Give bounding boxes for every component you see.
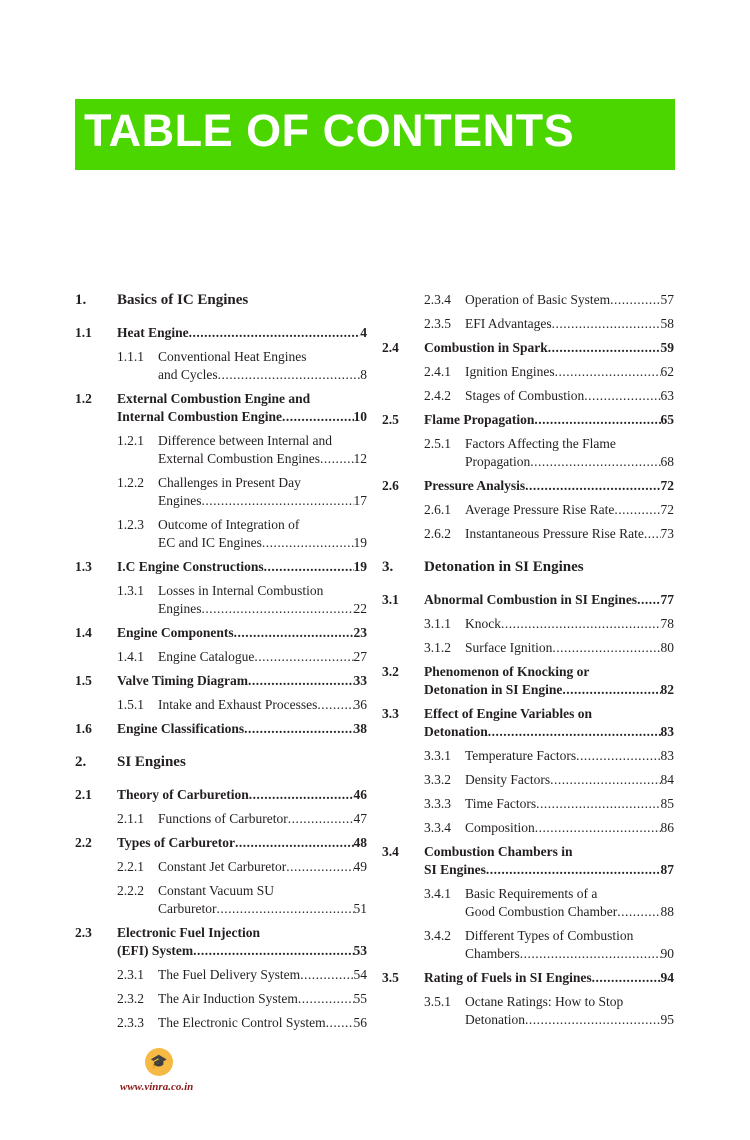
entry-number: 1.1 <box>75 325 92 340</box>
entry-number: 2.3.1 <box>117 967 144 982</box>
entry-title: Constant Jet Carburetor <box>158 859 287 874</box>
dot-leader <box>249 786 354 804</box>
toc-subsection[interactable] <box>75 810 367 828</box>
dot-leader <box>300 966 353 984</box>
entry-title: Knock <box>465 616 501 631</box>
entry-number: 2.4.1 <box>424 364 451 379</box>
entry-number: 1.2.1 <box>117 433 144 448</box>
page-number: 77 <box>660 592 674 607</box>
toc-subsection[interactable] <box>382 615 674 633</box>
entry-number: 1.2 <box>75 391 92 406</box>
entry-number: 2.3.5 <box>424 316 451 331</box>
dot-leader <box>576 747 660 765</box>
entry-title: Instantaneous Pressure Rise Rate <box>465 526 644 541</box>
toc-subsection[interactable] <box>382 819 674 837</box>
dot-leader <box>189 324 361 342</box>
entry-number: 3.4.1 <box>424 886 451 901</box>
entry-title: Chambers <box>465 946 520 961</box>
entry-title: Basics of IC Engines <box>117 292 249 308</box>
toc-section[interactable] <box>75 390 367 426</box>
entry-title: The Fuel Delivery System <box>158 967 301 982</box>
entry-number: 2.2.1 <box>117 859 144 874</box>
toc-section[interactable] <box>75 834 367 852</box>
entry-number: 2.3.2 <box>117 991 144 1006</box>
toc-section[interactable] <box>382 411 674 429</box>
page-number: 83 <box>660 748 674 763</box>
toc-section[interactable] <box>75 324 367 342</box>
page-number: 68 <box>660 454 674 469</box>
dot-leader <box>548 339 661 357</box>
entry-number: 3.3.1 <box>424 748 451 763</box>
entry-number: 1.2.2 <box>117 475 144 490</box>
entry-number: 2.2.2 <box>117 883 144 898</box>
entry-title: Combustion Chambers in <box>424 844 573 859</box>
toc-subsection[interactable] <box>382 501 674 519</box>
entry-number: 1.1.1 <box>117 349 144 364</box>
entry-number: 1. <box>75 292 87 308</box>
toc-subsection[interactable] <box>382 363 674 381</box>
page-number: 10 <box>353 409 367 424</box>
dot-leader <box>552 315 661 333</box>
entry-number: 2.3.3 <box>117 1015 144 1030</box>
entry-title: Internal Combustion Engine <box>117 409 283 424</box>
entry-number: 2.6.2 <box>424 526 451 541</box>
entry-number: 2.5.1 <box>424 436 451 451</box>
entry-title: SI Engines <box>424 862 486 877</box>
page-number: 62 <box>660 364 674 379</box>
entry-title: Difference between Internal and <box>158 433 333 448</box>
entry-title: (EFI) System <box>117 943 194 958</box>
page-number: 47 <box>353 811 367 826</box>
dot-leader <box>298 990 354 1008</box>
dot-leader <box>644 525 661 543</box>
entry-title: Temperature Factors <box>465 748 577 763</box>
toc-subsection[interactable] <box>382 747 674 765</box>
toc-section[interactable] <box>382 843 674 879</box>
entry-number: 2.4 <box>382 340 399 355</box>
entry-title: Engine Components <box>117 625 234 640</box>
page-number: 33 <box>353 673 367 688</box>
entry-number: 1.6 <box>75 721 92 736</box>
entry-title: Outcome of Integration of <box>158 517 300 532</box>
page-number: 12 <box>353 451 367 466</box>
entry-number: 2.6.1 <box>424 502 451 517</box>
page-number: 78 <box>660 616 674 631</box>
entry-title: Detonation in SI Engines <box>424 559 584 575</box>
entry-title: Engines <box>158 601 202 616</box>
dot-leader <box>562 681 660 699</box>
page-number: 94 <box>660 970 674 985</box>
page-number: 65 <box>660 412 674 427</box>
toc-subsection[interactable] <box>382 315 674 333</box>
page-number: 57 <box>660 292 674 307</box>
page-number: 51 <box>353 901 367 916</box>
toc-subsection[interactable] <box>382 387 674 405</box>
entry-title: Ignition Engines <box>465 364 555 379</box>
page-number: 83 <box>660 724 674 739</box>
dot-leader <box>193 942 353 960</box>
dot-leader <box>244 720 353 738</box>
dot-leader <box>216 900 353 918</box>
page-number: 84 <box>660 772 674 787</box>
entry-title: Good Combustion Chamber <box>465 904 618 919</box>
entry-number: 1.3 <box>75 559 92 574</box>
toc-subsection[interactable] <box>382 639 674 657</box>
toc-left-column <box>75 291 367 1038</box>
entry-title: Types of Carburetor <box>117 835 235 850</box>
entry-number: 3.2 <box>382 664 399 679</box>
dot-leader <box>637 591 660 609</box>
entry-number: 3.4 <box>382 844 399 859</box>
entry-title: EFI Advantages <box>465 316 552 331</box>
dot-leader <box>234 624 354 642</box>
entry-number: 3.1.1 <box>424 616 451 631</box>
entry-title: Heat Engine <box>117 325 189 340</box>
entry-title: Losses in Internal Combustion <box>158 583 324 598</box>
entry-number: 2. <box>75 754 87 770</box>
entry-title: SI Engines <box>117 754 186 770</box>
entry-number: 2.1 <box>75 787 92 802</box>
dot-leader <box>218 366 361 384</box>
toc-subsection[interactable] <box>75 1014 367 1032</box>
toc-subsection[interactable] <box>75 348 367 384</box>
entry-title: Engine Catalogue <box>158 649 255 664</box>
page-number: 80 <box>660 640 674 655</box>
toc-chapter[interactable] <box>75 753 367 771</box>
entry-number: 2.3.4 <box>424 292 451 307</box>
dot-leader <box>534 411 660 429</box>
entry-title: Detonation <box>424 724 488 739</box>
page-number: 27 <box>353 649 367 664</box>
entry-title: Challenges in Present Day <box>158 475 301 490</box>
toc-subsection[interactable] <box>382 435 674 471</box>
entry-title: EC and IC Engines <box>158 535 262 550</box>
page-number: 17 <box>353 493 367 508</box>
dot-leader <box>288 810 354 828</box>
page-number: 90 <box>660 946 674 961</box>
entry-number: 1.2.3 <box>117 517 144 532</box>
entry-title: Valve Timing Diagram <box>117 673 249 688</box>
entry-title: External Combustion Engines <box>158 451 320 466</box>
entry-title: Engines <box>158 493 202 508</box>
dot-leader <box>525 477 660 495</box>
page-number: 63 <box>660 388 674 403</box>
dot-leader <box>488 723 661 741</box>
title-banner <box>75 99 675 170</box>
entry-title: Stages of Combustion <box>465 388 585 403</box>
entry-title: and Cycles <box>158 367 218 382</box>
page-number: 19 <box>353 535 367 550</box>
entry-number: 2.1.1 <box>117 811 144 826</box>
entry-number: 1.5 <box>75 673 92 688</box>
dot-leader <box>320 450 354 468</box>
toc-section[interactable] <box>382 339 674 357</box>
entry-number: 3.4.2 <box>424 928 451 943</box>
toc-subsection[interactable] <box>382 525 674 543</box>
entry-title: Phenomenon of Knocking or <box>424 664 590 679</box>
entry-title: Factors Affecting the Flame <box>465 436 616 451</box>
entry-number: 2.5 <box>382 412 399 427</box>
entry-number: 3.3.3 <box>424 796 451 811</box>
toc-subsection[interactable] <box>75 582 367 618</box>
page-number: 22 <box>353 601 367 616</box>
toc-section[interactable] <box>382 705 674 741</box>
page-number: 58 <box>660 316 674 331</box>
entry-title: Combustion in Spark <box>424 340 548 355</box>
entry-title: Surface Ignition <box>465 640 553 655</box>
page-number: 88 <box>660 904 674 919</box>
page-title: TABLE OF CONTENTS <box>84 105 575 156</box>
toc-section[interactable] <box>382 591 674 609</box>
dot-leader <box>520 945 661 963</box>
toc-subsection[interactable] <box>75 432 367 468</box>
dot-leader <box>501 615 661 633</box>
dot-leader <box>262 534 354 552</box>
toc-subsection[interactable] <box>382 927 674 963</box>
toc-section[interactable] <box>75 672 367 690</box>
dot-leader <box>202 492 354 510</box>
toc-subsection[interactable] <box>382 795 674 813</box>
graduation-cap-icon: 🎓 <box>145 1048 173 1076</box>
entry-title: Electronic Fuel Injection <box>117 925 260 940</box>
entry-number: 1.3.1 <box>117 583 144 598</box>
page-number: 85 <box>660 796 674 811</box>
entry-title: Carburetor <box>158 901 217 916</box>
toc-right-column <box>382 291 674 1035</box>
entry-title: Intake and Exhaust Processes <box>158 697 318 712</box>
entry-title: Functions of Carburetor <box>158 811 288 826</box>
toc-section[interactable] <box>382 663 674 699</box>
dot-leader <box>254 648 353 666</box>
page-number: 38 <box>353 721 367 736</box>
page-number: 54 <box>353 967 367 982</box>
page-number: 72 <box>660 478 674 493</box>
toc-section[interactable] <box>75 558 367 576</box>
entry-number: 3.1.2 <box>424 640 451 655</box>
entry-number: 3.3.2 <box>424 772 451 787</box>
toc-section[interactable] <box>382 969 674 987</box>
entry-title: Abnormal Combustion in SI Engines <box>424 592 638 607</box>
dot-leader <box>536 795 660 813</box>
page-number: 95 <box>660 1012 674 1027</box>
entry-title: Operation of Basic System <box>465 292 611 307</box>
dot-leader <box>592 969 661 987</box>
entry-title: External Combustion Engine and <box>117 391 311 406</box>
dot-leader <box>326 1014 354 1032</box>
entry-title: Composition <box>465 820 535 835</box>
page-number: 72 <box>660 502 674 517</box>
toc-chapter[interactable] <box>75 291 367 309</box>
entry-title: Different Types of Combustion <box>465 928 634 943</box>
entry-number: 1.4 <box>75 625 92 640</box>
entry-title: The Air Induction System <box>158 991 298 1006</box>
toc-subsection[interactable] <box>382 993 674 1029</box>
entry-number: 3.3.4 <box>424 820 451 835</box>
entry-title: Basic Requirements of a <box>465 886 598 901</box>
page-number: 8 <box>360 367 367 382</box>
dot-leader <box>552 639 660 657</box>
toc-subsection[interactable] <box>75 882 367 918</box>
page-number: 82 <box>660 682 674 697</box>
dot-leader <box>617 903 660 921</box>
dot-leader <box>286 858 353 876</box>
page-number: 87 <box>660 862 674 877</box>
page-number: 59 <box>660 340 674 355</box>
toc-subsection[interactable] <box>75 648 367 666</box>
dot-leader <box>535 819 661 837</box>
entry-number: 3.1 <box>382 592 399 607</box>
entry-title: Density Factors <box>465 772 551 787</box>
toc-chapter[interactable] <box>382 558 674 576</box>
entry-number: 1.4.1 <box>117 649 144 664</box>
toc-subsection[interactable] <box>382 291 674 309</box>
dot-leader <box>550 771 660 789</box>
entry-number: 2.3 <box>75 925 92 940</box>
entry-number: 2.4.2 <box>424 388 451 403</box>
entry-title: Theory of Carburetion <box>117 787 249 802</box>
toc-section[interactable] <box>75 786 367 804</box>
toc-section[interactable] <box>75 924 367 960</box>
toc-section[interactable] <box>382 477 674 495</box>
page-number: 56 <box>353 1015 367 1030</box>
page-number: 86 <box>660 820 674 835</box>
entry-number: 3.5 <box>382 970 399 985</box>
entry-title: Constant Vacuum SU <box>158 883 275 898</box>
toc-subsection[interactable] <box>75 990 367 1008</box>
dot-leader <box>530 453 660 471</box>
toc-subsection[interactable] <box>75 966 367 984</box>
entry-number: 3. <box>382 559 394 575</box>
dot-leader <box>202 600 354 618</box>
toc-subsection[interactable] <box>75 516 367 552</box>
entry-title: Propagation <box>465 454 531 469</box>
entry-title: Time Factors <box>465 796 537 811</box>
dot-leader <box>584 387 660 405</box>
dot-leader <box>264 558 354 576</box>
dot-leader <box>614 501 660 519</box>
entry-number: 3.3 <box>382 706 399 721</box>
dot-leader <box>317 696 353 714</box>
toc-subsection[interactable] <box>382 885 674 921</box>
entry-title: Pressure Analysis <box>424 478 526 493</box>
toc-section[interactable] <box>75 624 367 642</box>
toc-subsection[interactable] <box>382 771 674 789</box>
page-number: 19 <box>353 559 367 574</box>
website-link[interactable]: www.vinra.co.in <box>120 1081 194 1093</box>
dot-leader <box>235 834 354 852</box>
page-number: 4 <box>360 325 367 340</box>
entry-title: Engine Classifications <box>117 721 245 736</box>
dot-leader <box>486 861 661 879</box>
entry-number: 1.5.1 <box>117 697 144 712</box>
entry-title: Rating of Fuels in SI Engines <box>424 970 592 985</box>
page-number: 49 <box>353 859 367 874</box>
page-number: 46 <box>353 787 367 802</box>
dot-leader <box>248 672 353 690</box>
entry-title: Effect of Engine Variables on <box>424 706 593 721</box>
dot-leader <box>610 291 660 309</box>
page-number: 55 <box>353 991 367 1006</box>
entry-title: Average Pressure Rise Rate <box>465 502 615 517</box>
entry-number: 2.2 <box>75 835 92 850</box>
toc-section[interactable] <box>75 720 367 738</box>
entry-title: Flame Propagation <box>424 412 535 427</box>
entry-number: 2.6 <box>382 478 399 493</box>
entry-number: 3.5.1 <box>424 994 451 1009</box>
toc-subsection[interactable] <box>75 858 367 876</box>
page-number: 36 <box>353 697 367 712</box>
entry-title: Detonation in SI Engine <box>424 682 563 697</box>
page-number: 23 <box>353 625 367 640</box>
entry-title: I.C Engine Constructions <box>117 559 264 574</box>
page-number: 53 <box>353 943 367 958</box>
entry-title: Conventional Heat Engines <box>158 349 307 364</box>
dot-leader <box>555 363 661 381</box>
page-number: 48 <box>353 835 367 850</box>
page-number: 73 <box>660 526 674 541</box>
entry-title: The Electronic Control System <box>158 1015 326 1030</box>
entry-title: Detonation <box>465 1012 525 1027</box>
dot-leader <box>282 408 353 426</box>
toc-subsection[interactable] <box>75 696 367 714</box>
entry-title: Octane Ratings: How to Stop <box>465 994 624 1009</box>
toc-subsection[interactable] <box>75 474 367 510</box>
dot-leader <box>525 1011 661 1029</box>
